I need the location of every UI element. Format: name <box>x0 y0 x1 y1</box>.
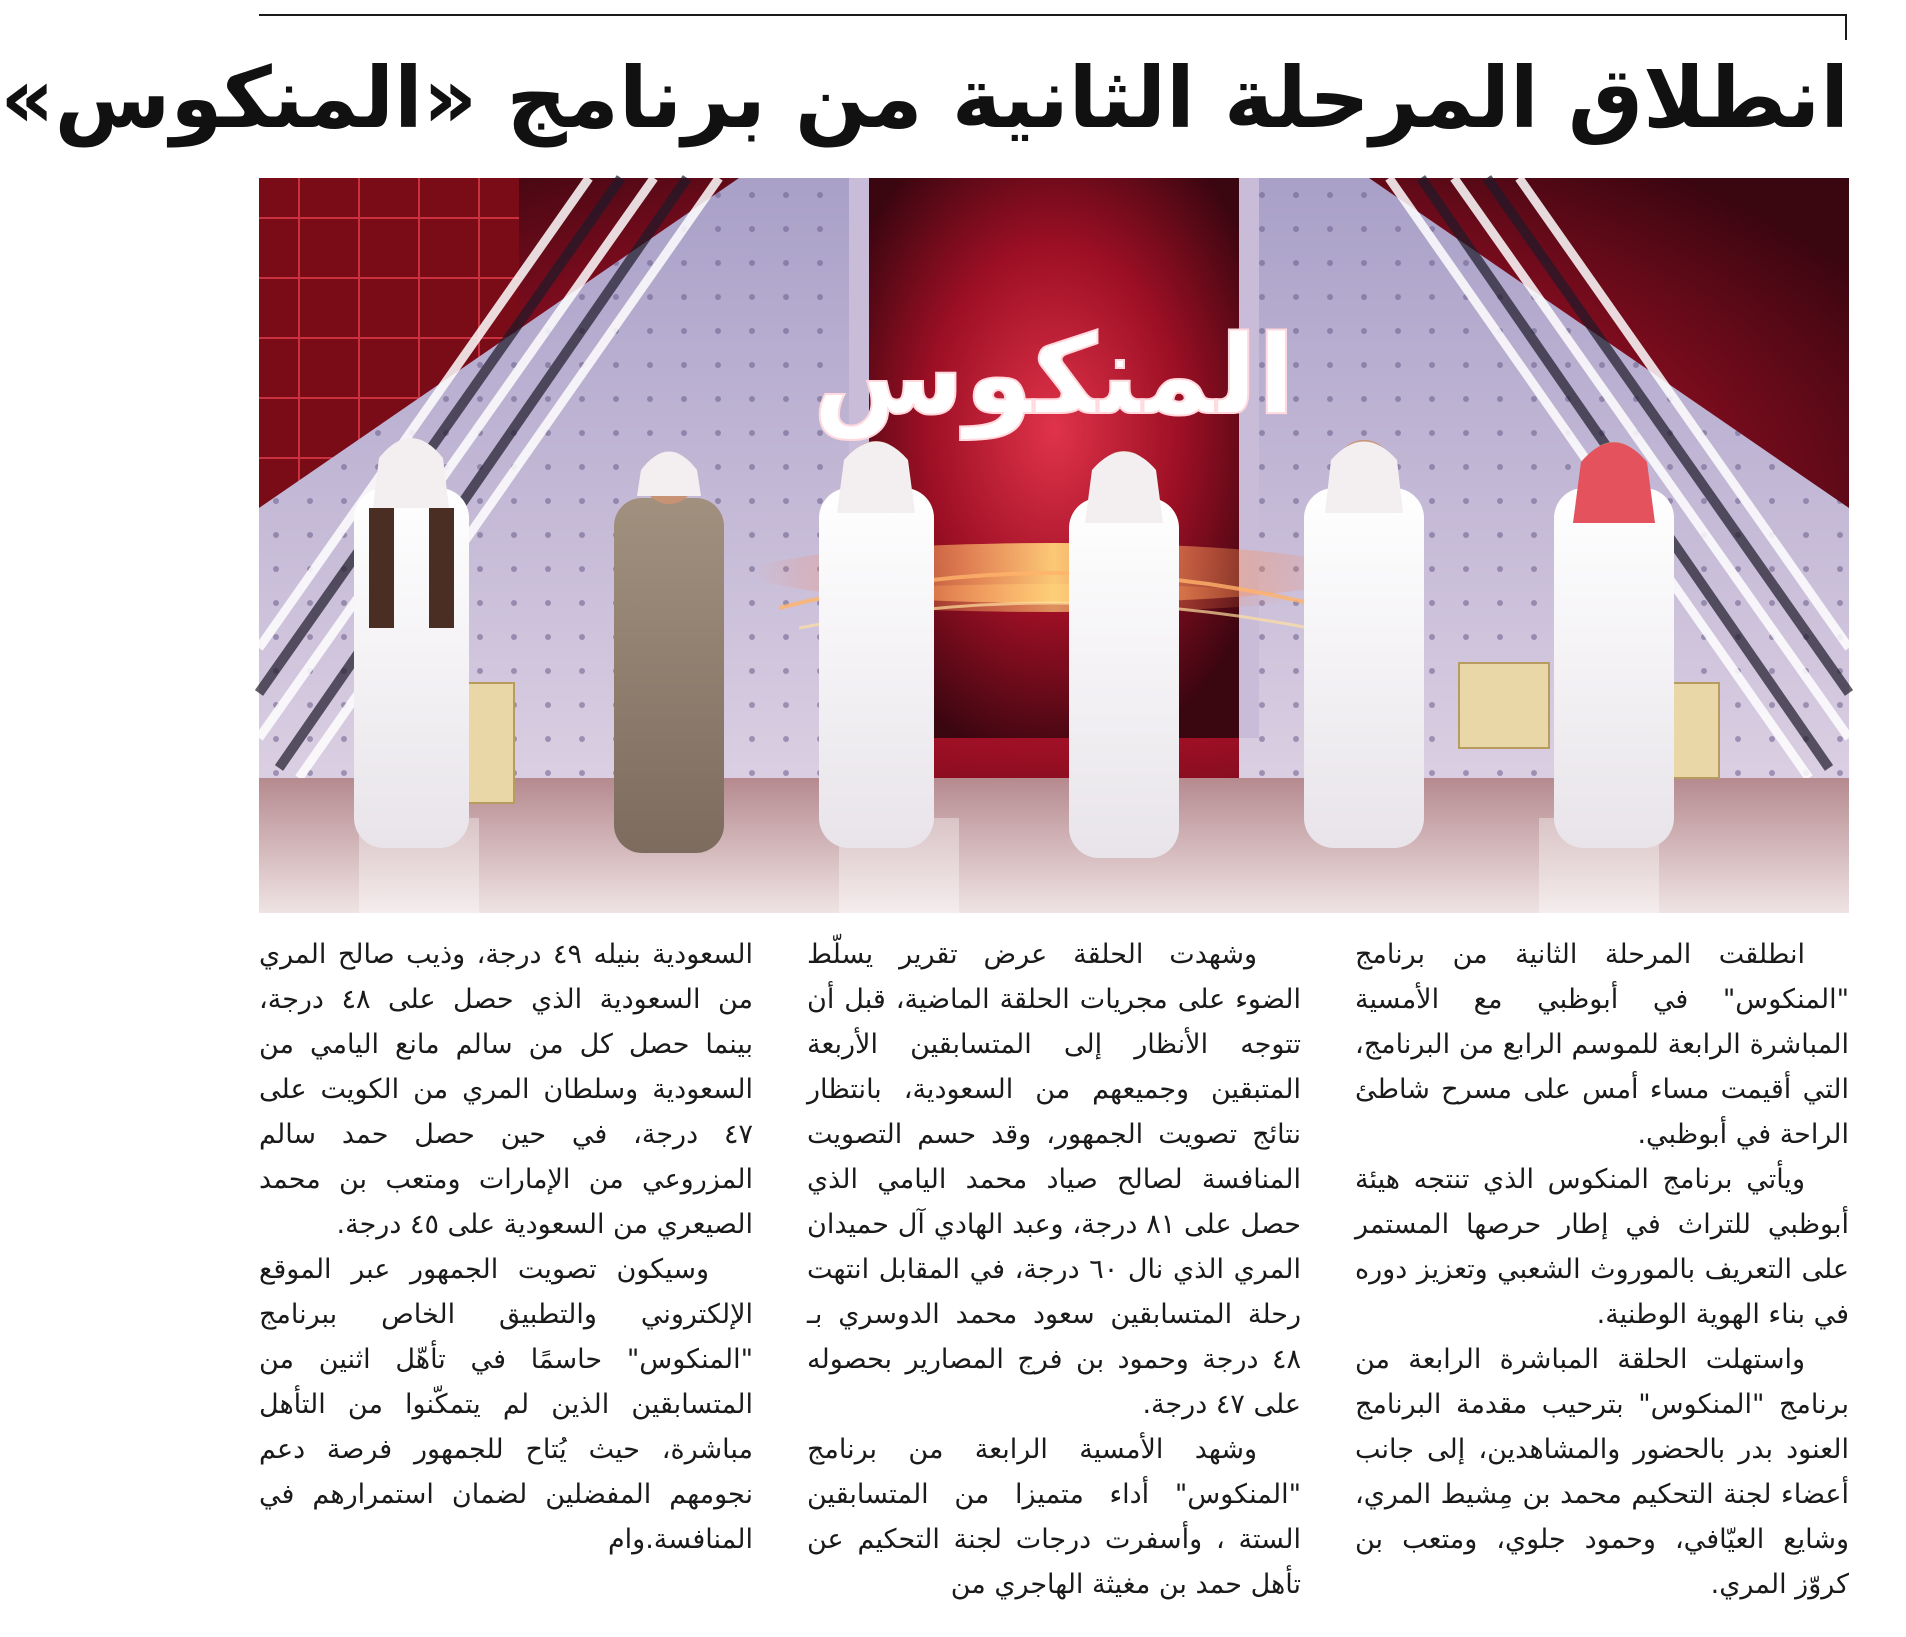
article-paragraph: واستهلت الحلقة المباشرة الرابعة من برنامج "المنكوس" بترحيب مقدمة البرنامج العنود بدر بالحضور والمشاهدين، إلى جانب أعضاء لجنة التحكيم محمد بن مِشيط المري، وشايع العيّافي، وحمود جلوي، ومتعب بن كروّز المري. <box>1355 1344 1849 1600</box>
contestant-figure <box>614 452 724 854</box>
contestant-figure <box>819 441 934 848</box>
contestant-figure <box>1069 451 1179 858</box>
article-paragraph: انطلقت المرحلة الثانية من برنامج "المنكوس" في أبوظبي مع الأمسية المباشرة الرابعة للموسم الرابع من البرنامج، التي أقيمت مساء أمس على مسرح شاطئ الراحة في أبوظبي. <box>1355 939 1849 1150</box>
corner-rule <box>1845 14 1847 40</box>
article-column-2 <box>807 932 1301 1622</box>
article-column-1 <box>1355 932 1849 1622</box>
article-paragraph: السعودية بنيله ٤٩ درجة، وذيب صالح المري من السعودية الذي حصل على ٤٨ درجة، بينما حصل كل من سالم مانع اليامي من السعودية وسلطان المري من الكويت على ٤٧ درجة، في حين حصل حمد سالم المزروعي من الإمارات ومتعب بن محمد الصيعري من السعودية على ٤٥ درجة. <box>259 939 754 1240</box>
contestant-figure <box>1304 440 1424 848</box>
top-rule <box>259 14 1847 16</box>
article-paragraph: وشهدت الحلقة عرض تقرير يسلّط الضوء على مجريات الحلقة الماضية، قبل أن تتوجه الأنظار إلى المتسابقين الأربعة المتبقين وجميعهم من السعودية، بانتظار نتائج تصويت الجمهور، وقد حسم التصويت المنافسة لصالح صياد محمد اليامي الذي حصل على ٨١ درجة، وعبد الهادي آل حميدان المري الذي نال ٦٠ درجة، في المقابل انتهت رحلة المتسابقين سعود محمد الدوسري بـ ٤٨ درجة وحمود بن فرج المصارير بحصوله على ٤٧ درجة. <box>807 939 1301 1420</box>
contestant-figure <box>354 438 469 848</box>
contestant-figure <box>1554 442 1674 848</box>
article-photo <box>259 178 1849 913</box>
article-paragraph: وشهد الأمسية الرابعة من برنامج "المنكوس" أداء متميزا من المتسابقين الستة ، وأسفرت درجات لجنة التحكيم عن تأهل حمد بن مغيثة الهاجري من <box>807 1434 1301 1600</box>
stage-logo-text: المنكوس <box>812 311 1296 439</box>
article-column-3 <box>259 932 753 1622</box>
article-body <box>259 932 1849 1622</box>
article-paragraph: ويأتي برنامج المنكوس الذي تنتجه هيئة أبوظبي للتراث في إطار حرصها المستمر على التعريف بالموروث الشعبي وتعزيز دوره في بناء الهوية الوطنية. <box>1355 1164 1849 1330</box>
stage-photo-illustration <box>259 178 1849 913</box>
article-headline: انطلاق المرحلة الثانية من برنامج «المنكوس» <box>0 49 1849 147</box>
article-paragraph: وسيكون تصويت الجمهور عبر الموقع الإلكتروني والتطبيق الخاص ببرنامج "المنكوس" حاسمًا في تأهّل اثنين من المتسابقين الذين لم يتمكّنوا من التأهل مباشرة، حيث يُتاح للجمهور فرصة دعم نجومهم المفضلين لضمان استمرارهم في المنافسة.وام <box>259 1254 753 1555</box>
